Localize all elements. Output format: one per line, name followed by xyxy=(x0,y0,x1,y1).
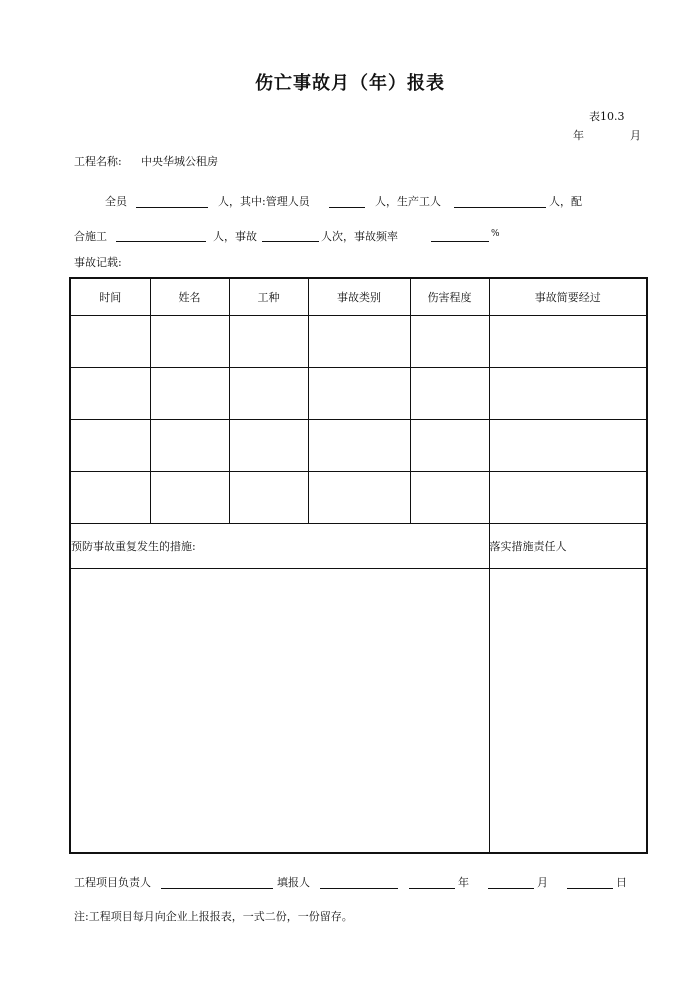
form-title: 伤亡事故月（年）报表 xyxy=(255,73,445,94)
footer-month-label: 月 xyxy=(537,876,548,889)
footer-month-field[interactable] xyxy=(488,888,534,889)
cell-injury-degree[interactable] xyxy=(410,420,489,472)
total-staff-label: 全员 xyxy=(105,195,127,208)
header-brief-description: 事故简要经过 xyxy=(489,278,647,316)
cell-trade[interactable] xyxy=(229,420,308,472)
table-row xyxy=(70,472,647,524)
cell-brief-description[interactable] xyxy=(489,368,647,420)
cell-accident-type[interactable] xyxy=(308,472,410,524)
table-row xyxy=(70,368,647,420)
cell-injury-degree[interactable] xyxy=(410,472,489,524)
accident-count-field[interactable] xyxy=(262,241,319,242)
cell-name[interactable] xyxy=(150,316,229,368)
filler-field[interactable] xyxy=(320,888,398,889)
cell-accident-type[interactable] xyxy=(308,316,410,368)
percent-sign: % xyxy=(491,229,500,239)
form-number: 表10.3 xyxy=(589,110,625,123)
project-manager-label: 工程项目负责人 xyxy=(74,876,151,889)
table-row xyxy=(70,420,647,472)
cell-trade[interactable] xyxy=(229,316,308,368)
cell-time[interactable] xyxy=(70,420,150,472)
records-label: 事故记载: xyxy=(74,256,122,269)
footer-year-field[interactable] xyxy=(409,888,455,889)
table-header-row xyxy=(70,278,647,316)
footer-day-label: 日 xyxy=(616,876,627,889)
responsible-person-field[interactable] xyxy=(489,569,647,854)
footer-year-label: 年 xyxy=(458,876,469,889)
project-manager-field[interactable] xyxy=(161,888,273,889)
cell-accident-type[interactable] xyxy=(308,368,410,420)
cell-accident-type[interactable] xyxy=(308,420,410,472)
cell-trade[interactable] xyxy=(229,368,308,420)
cell-time[interactable] xyxy=(70,368,150,420)
worker-count-field[interactable] xyxy=(454,207,546,208)
cell-brief-description[interactable] xyxy=(489,420,647,472)
cell-name[interactable] xyxy=(150,472,229,524)
cell-name[interactable] xyxy=(150,420,229,472)
management-count-field[interactable] xyxy=(329,207,365,208)
accident-record-table xyxy=(69,277,648,854)
measures-header-row xyxy=(70,524,647,569)
cooperative-label-tail: 人，配 xyxy=(549,195,582,208)
footnote: 注:工程项目每月向企业上报报表，一式二份，一份留存。 xyxy=(74,910,353,923)
cell-brief-description[interactable] xyxy=(489,472,647,524)
header-injury-degree: 伤害程度 xyxy=(410,278,489,316)
cooperative-label: 合施工 xyxy=(74,230,107,243)
header-month-label: 月 xyxy=(630,129,641,142)
cell-injury-degree[interactable] xyxy=(410,368,489,420)
accident-label: 人，事故 xyxy=(213,230,257,243)
cell-injury-degree[interactable] xyxy=(410,316,489,368)
prevention-measures-label: 预防事故重复发生的措施: xyxy=(70,524,489,569)
cell-trade[interactable] xyxy=(229,472,308,524)
responsible-person-label: 落实措施责任人 xyxy=(489,524,647,569)
accident-frequency-field[interactable] xyxy=(431,241,489,242)
worker-label: 人，生产工人 xyxy=(375,195,441,208)
management-label: 人，其中:管理人员 xyxy=(218,195,310,208)
project-name-value: 中央华城公租房 xyxy=(141,155,218,168)
total-staff-field[interactable] xyxy=(136,207,208,208)
cell-time[interactable] xyxy=(70,316,150,368)
filler-label: 填报人 xyxy=(277,876,310,889)
footer-day-field[interactable] xyxy=(567,888,613,889)
prevention-measures-field[interactable] xyxy=(70,569,489,854)
header-year-label: 年 xyxy=(573,129,584,142)
header-trade: 工种 xyxy=(229,278,308,316)
table-row xyxy=(70,316,647,368)
cell-name[interactable] xyxy=(150,368,229,420)
cell-brief-description[interactable] xyxy=(489,316,647,368)
measures-content-row xyxy=(70,569,647,854)
header-name: 姓名 xyxy=(150,278,229,316)
project-name-label: 工程名称: xyxy=(74,155,122,168)
cooperative-count-field[interactable] xyxy=(116,241,206,242)
accident-frequency-label: 人次，事故频率 xyxy=(321,230,398,243)
header-time: 时间 xyxy=(70,278,150,316)
header-accident-type: 事故类别 xyxy=(308,278,410,316)
cell-time[interactable] xyxy=(70,472,150,524)
